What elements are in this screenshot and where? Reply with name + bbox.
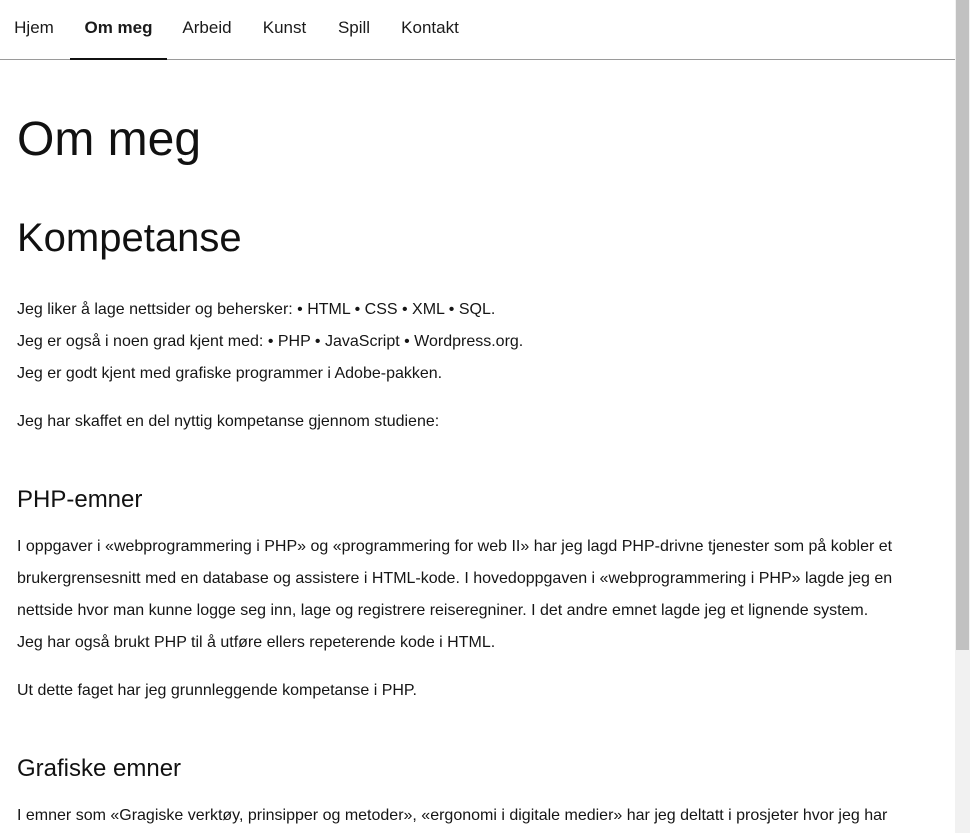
nav-item-kontakt[interactable]: Kontakt (401, 18, 459, 37)
php-paragraph-line: Jeg har også brukt PHP til å utføre ellers repeterende kode i HTML. (17, 634, 496, 651)
intro-line: Jeg er også i noen grad kjent med: • PHP • JavaScript • Wordpress.org. (17, 333, 524, 350)
php-paragraph-line: I oppgaver i «webprogrammering i PHP» og «programmering for web II» har jeg lagd PHP-drivne tjenester som på kobler et (17, 538, 893, 555)
section-title-kompetanse: Kompetanse (17, 216, 242, 260)
vertical-scrollbar[interactable] (955, 0, 970, 833)
graphic-heading: Grafiske emner (17, 755, 182, 782)
php-paragraph-line: nettside hvor man kunne logge seg inn, lage og registrere reiseregniner. I det andre emnet lagde jeg et lignende system. (17, 602, 869, 619)
nav-item-om-meg[interactable]: Om meg (70, 0, 167, 60)
intro-line: Jeg liker å lage nettsider og behersker: • HTML • CSS • XML • SQL. (17, 301, 496, 318)
intro-note: Jeg har skaffet en del nyttig kompetanse gjennom studiene: (17, 413, 440, 430)
graphic-paragraph-line: I emner som «Gragiske verktøy, prinsipper og metoder», «ergonomi i digitale medier» har jeg deltatt i prosjeter hvor jeg har (17, 807, 888, 824)
php-paragraph-line: brukergrensesnitt med en database og assistere i HTML-kode. I hovedoppgaven i «webprogrammering i PHP» lagde jeg en (17, 570, 893, 587)
page-title: Om meg (17, 113, 202, 166)
nav-item-arbeid[interactable]: Arbeid (182, 18, 232, 37)
scrollbar-thumb[interactable] (956, 0, 969, 650)
nav-item-hjem[interactable]: Hjem (14, 18, 54, 37)
php-heading: PHP-emner (17, 486, 143, 513)
intro-line: Jeg er godt kjent med grafiske programmer i Adobe-pakken. (17, 365, 443, 382)
top-navigation (0, 0, 955, 60)
nav-item-spill[interactable]: Spill (337, 18, 371, 37)
php-summary: Ut dette faget har jeg grunnleggende kompetanse i PHP. (17, 682, 417, 699)
nav-item-kunst[interactable]: Kunst (262, 18, 307, 37)
